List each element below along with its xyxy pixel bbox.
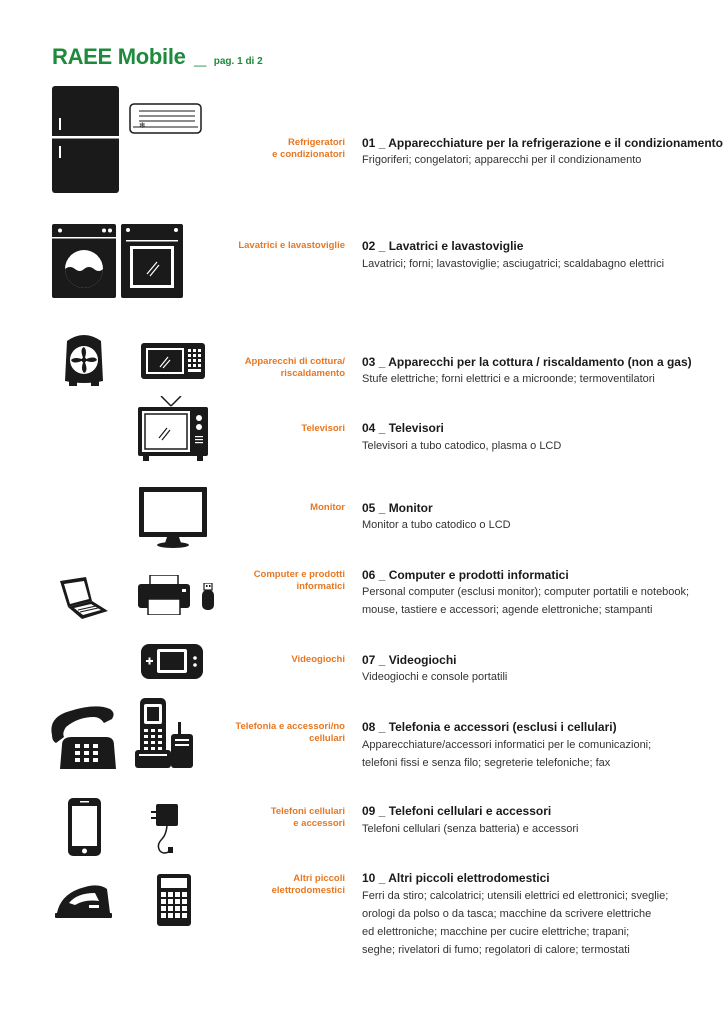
category-label: Telefonia e accessori/no cellulari [235, 721, 345, 744]
air-conditioner-icon [129, 103, 202, 134]
washing-machine-icon [52, 224, 116, 298]
usb-drive-icon [201, 583, 215, 610]
category-label: Computer e prodotti informatici [253, 569, 345, 592]
title-separator: _ [194, 44, 207, 69]
section-heading: 01 _ Apparecchiature per la refrigerazione e il condizionamento [362, 136, 723, 150]
category-label: Altri piccoli elettrodomestici [271, 873, 345, 896]
page-title [52, 44, 263, 70]
handheld-console-icon [141, 644, 203, 679]
microwave-icon [141, 343, 205, 379]
section-description: Personal computer (esclusi monitor); computer portatili e notebook; mouse, tastiere e accessori; agende elettroniche; stampanti [362, 586, 690, 616]
section-heading: 09 _ Telefoni cellulari e accessori [362, 804, 552, 818]
monitor-icon [139, 487, 207, 548]
section-heading: 06 _ Computer e prodotti informatici [362, 568, 569, 582]
section-description: Monitor a tubo catodico o LCD [362, 519, 511, 531]
section-description: Stufe elettriche; forni elettrici e a microonde; termoventilatori [362, 373, 655, 385]
section-description: Televisori a tubo catodico, plasma o LCD [362, 440, 562, 452]
section-heading: 07 _ Videogiochi [362, 653, 457, 667]
section-heading: 02 _ Lavatrici e lavastoviglie [362, 239, 524, 253]
fan-heater-icon [63, 331, 105, 389]
cordless-phone-icon [135, 698, 193, 768]
category-label: Lavatrici e lavastoviglie [238, 240, 345, 251]
charger-icon [148, 801, 184, 856]
category-label: Videogiochi [291, 654, 345, 665]
smartphone-icon [68, 798, 101, 856]
oven-icon [121, 224, 183, 298]
section-description: Frigoriferi; congelatori; apparecchi per il condizionamento [362, 154, 642, 166]
category-label: Televisori [301, 423, 345, 434]
section-heading: 05 _ Monitor [362, 501, 433, 515]
section-description: Ferri da stiro; calcolatrici; utensili elettrici ed elettronici; sveglie; orologi da polso o da tasca; macchine da scrivere elettriche ed elettroniche; macchine per cucire elettriche; trapani; seghe; rivelatori di fumo; regolatori di calore; termostati [362, 890, 669, 956]
television-icon [137, 396, 209, 462]
section-heading: 04 _ Televisori [362, 421, 444, 435]
section-description: Lavatrici; forni; lavastoviglie; asciugatrici; scaldabagno elettrici [362, 258, 665, 270]
svg-text:❄: ❄ [139, 121, 146, 130]
section-heading: 10 _ Altri piccoli elettrodomestici [362, 871, 550, 885]
category-label: Apparecchi di cottura/ riscaldamento [244, 356, 345, 379]
refrigerator-icon [52, 86, 119, 193]
title-text: RAEE Mobile [52, 44, 186, 69]
desk-phone-icon [48, 705, 118, 769]
iron-icon [55, 883, 112, 919]
section-heading: 03 _ Apparecchi per la cottura / riscaldamento (non a gas) [362, 355, 692, 369]
category-label: Refrigeratori e condizionatori [272, 137, 345, 160]
section-description: Videogiochi e console portatili [362, 671, 508, 683]
category-label: Telefoni cellulari e accessori [270, 806, 345, 829]
section-heading: 08 _ Telefonia e accessori (esclusi i cellulari) [362, 720, 617, 734]
laptop-icon [58, 577, 110, 621]
page-indicator: pag. 1 di 2 [213, 56, 263, 67]
calculator-icon [157, 874, 191, 926]
section-description: Apparecchiature/accessori informatici per le comunicazioni; telefoni fissi e senza filo; segreterie telefoniche; fax [362, 739, 652, 769]
category-label: Monitor [310, 502, 345, 513]
printer-icon [138, 575, 190, 615]
section-description: Telefoni cellulari (senza batteria) e accessori [362, 823, 579, 835]
